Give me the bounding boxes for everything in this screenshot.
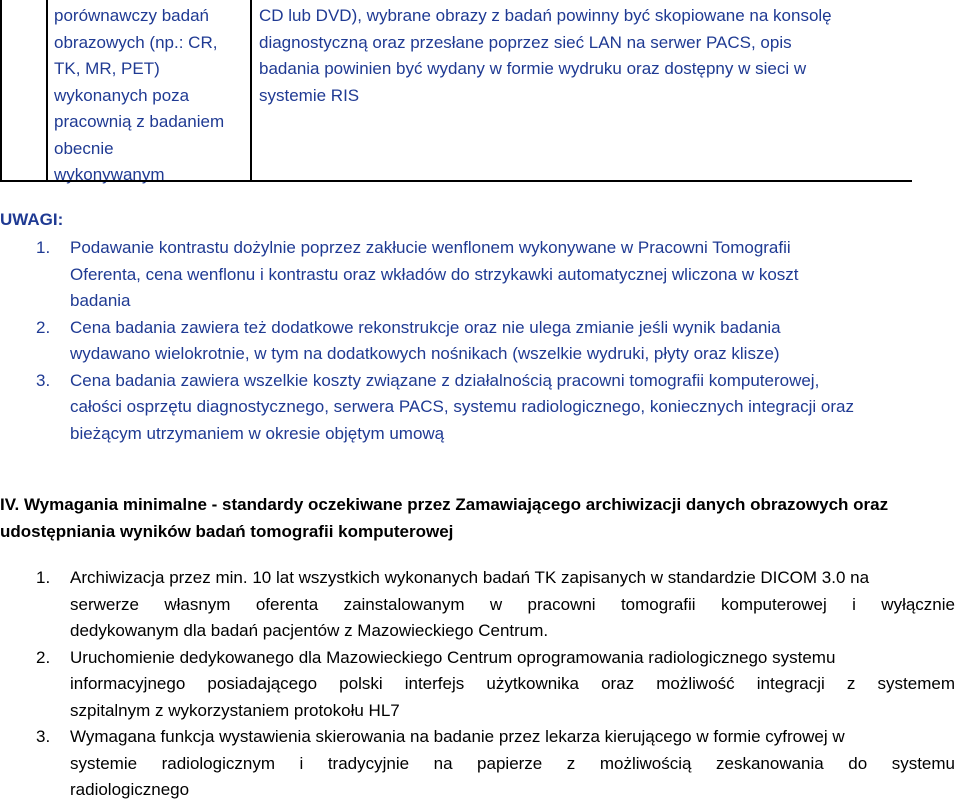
text-line: badania [70, 291, 131, 310]
text-line: Cena badania zawiera też dodatkowe rekonstrukcje oraz nie ulega zmianie jeśli wynik badania [70, 317, 781, 337]
text-line: bieżącym utrzymaniem w okresie objętym umową [70, 423, 445, 443]
text-line: wydawano wielokrotnie, w tym na dodatkowych nośnikach (wszelkie wydruki, płyty oraz klisze) [70, 344, 780, 363]
heading-line: IV. Wymagania minimalne - standardy oczekiwane przez Zamawiającego archiwizacji danych obrazowych oraz [0, 495, 889, 514]
text-line: badania powinien być wydany w formie wydruku oraz dostępny w sieci w [259, 59, 807, 78]
text-line: Archiwizacja przez min. 10 lat wszystkich wykonanych badań TK zapisanych w standardzie DICOM 3.0 na [70, 568, 870, 587]
list-number: 1. [36, 238, 51, 257]
list-number: 1. [36, 568, 51, 587]
table-requirement-text [259, 3, 912, 109]
list-number: 3. [36, 370, 51, 390]
requirements-table-row [0, 0, 912, 182]
list-item [0, 315, 960, 368]
text-line: szpitalnym z wykorzystaniem protokołu HL7 [70, 700, 400, 720]
text-line: obrazowych (np.: CR, [54, 32, 218, 52]
notes-list [0, 235, 960, 447]
requirements-list [0, 565, 960, 804]
text-line: CD lub DVD), wybrane obrazy z badań powinny być skopiowane na konsolę [259, 6, 832, 25]
text-line: radiologicznego [70, 780, 190, 799]
text-line: Cena badania zawiera wszelkie koszty związane z działalnością pracowni tomografii komputerowej, [70, 370, 820, 390]
table-cell-requirement [252, 0, 912, 182]
text-line: serwerze własnym oferenta zainstalowanym w pracowni tomografii komputerowej i wyłącznie [70, 594, 955, 614]
text-line: obecnie [54, 138, 114, 158]
list-item [0, 235, 960, 315]
table-cell-number [0, 0, 48, 182]
text-line: systemie radiologicznym i tradycyjnie na papierze z możliwością zeskanowania do systemu [70, 753, 955, 773]
table-bottom-border [0, 180, 912, 182]
section-heading [0, 491, 960, 545]
heading-line: udostępniania wyników badań tomografii komputerowej [0, 522, 454, 541]
text-line: Podawanie kontrastu dożylnie poprzez zakłucie wenflonem wykonywane w Pracowni Tomografii [70, 238, 791, 257]
text-line: wykonanych poza [54, 85, 190, 105]
text-line: diagnostyczną oraz przesłane poprzez sieć LAN na serwer PACS, opis [259, 32, 792, 52]
list-number: 2. [36, 647, 51, 667]
notes-section [0, 207, 960, 447]
table-cell-description [48, 0, 252, 182]
text-line: pracownią z badaniem [54, 112, 225, 131]
list-number: 3. [36, 727, 51, 746]
text-line: całości osprzętu diagnostycznego, serwera PACS, systemu radiologicznego, koniecznych integracji oraz [70, 397, 854, 416]
text-line: Wymagana funkcja wystawienia skierowania na badanie przez lekarza kierującego w formie cyfrowej w [70, 727, 845, 746]
text-line: Oferenta, cena wenflonu i kontrastu oraz wkładów do strzykawki automatycznej wliczona w koszt [70, 264, 799, 284]
table-description-text [54, 3, 250, 189]
text-line: informacyjnego posiadającego polski interfejs użytkownika oraz możliwość integracji z systemem [70, 674, 955, 693]
notes-heading: UWAGI: [0, 210, 64, 229]
text-line: wykonywanym [54, 165, 165, 184]
text-line: TK, MR, PET) [54, 59, 160, 78]
list-item [0, 368, 960, 448]
list-item [0, 565, 960, 645]
list-number: 2. [36, 317, 51, 337]
text-line: porównawczy badań [54, 6, 209, 25]
list-item [0, 645, 960, 725]
text-line: Uruchomienie dedykowanego dla Mazowieckiego Centrum oprogramowania radiologicznego systemu [70, 647, 836, 667]
text-line: dedykowanym dla badań pacjentów z Mazowieckiego Centrum. [70, 621, 549, 640]
list-item [0, 724, 960, 804]
text-line: systemie RIS [259, 85, 360, 105]
